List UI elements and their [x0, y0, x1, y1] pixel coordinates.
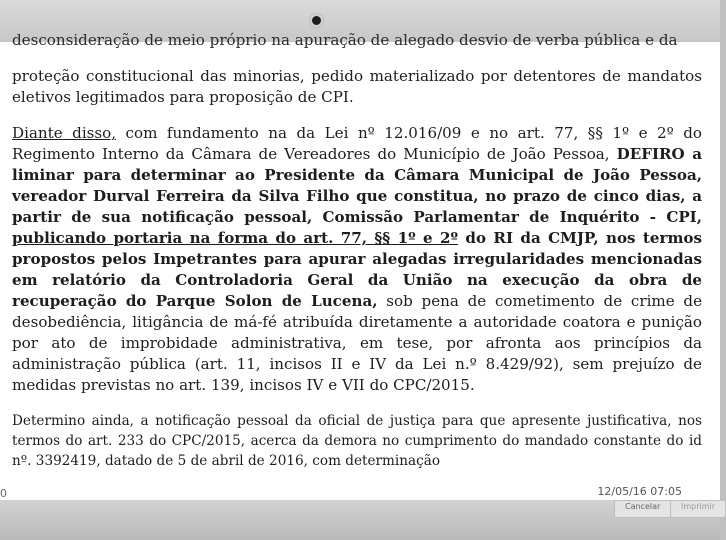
timestamp: 12/05/16 07:05	[597, 485, 682, 498]
document-viewer[interactable]	[0, 31, 720, 500]
paragraph-3: Determino ainda, a notificação pessoal da oficial de justiça para que apresente justificativa, nos termos do art. 233 do CPC/2015, acerca da demora no cumprimento do mandado constante do id nº. 3392419, datado de 5 de abril de 2016, com determinação	[12, 413, 702, 469]
cancel-button[interactable]: Cancelar	[614, 500, 671, 518]
paragraph-1: proteção constitucional das minorias, pedido materializado por detentores de mandatos eletivos legitimados para proposição de CPI.	[12, 67, 702, 106]
legal-basis-text: com fundamento na da Lei nº 12.016/09 e no art. 77, §§ 1º e 2º do Regimento Interno da Câmara de Vereadores do Município de João Pessoa,	[12, 124, 702, 163]
cut-off-line: desconsideração de meio próprio na apuração de alegado desvio de verba pública e da	[12, 31, 678, 49]
page-marker: 0	[0, 487, 7, 500]
decision-underlined-text: publicando portaria na forma do art. 77, §§ 1º e 2º	[12, 229, 459, 247]
lead-text: Diante disso,	[12, 124, 117, 142]
paragraph-2	[12, 123, 702, 396]
print-button[interactable]: Imprimir	[670, 500, 726, 518]
decision-text: DEFIRO a liminar para determinar ao Presidente da Câmara Municipal de João Pessoa, vereador Durval Ferreira da Silva Filho que constitua, no prazo de cinco dias, a partir de sua notificação pessoal, Comissão Parlamentar de Inquérito - CPI,	[12, 145, 702, 226]
penalty-text: sob pena de cometimento de crime de desobediência, litigância de má-fé atribuída diretamente a autoridade coatora e punição por ato de improbidade administrativa, em tese, por afronta aos princípios da administração pública (art. 11, incisos II e IV da Lei n.º 8.429/92), sem prejuízo de medidas previstas no art. 139, incisos IV e VII do CPC/2015.	[12, 292, 703, 394]
webcam-icon	[309, 13, 324, 28]
decision-continuation-text: do RI da CMJP, nos termos propostos pelos Impetrantes para apurar alegadas irregularidades mencionadas em relatório da Controladoria Geral da União na execução da obra de recuperação do Parque Solon de Lucena,	[12, 229, 702, 310]
document-body	[12, 31, 703, 486]
print-dialog-bar	[0, 500, 720, 540]
